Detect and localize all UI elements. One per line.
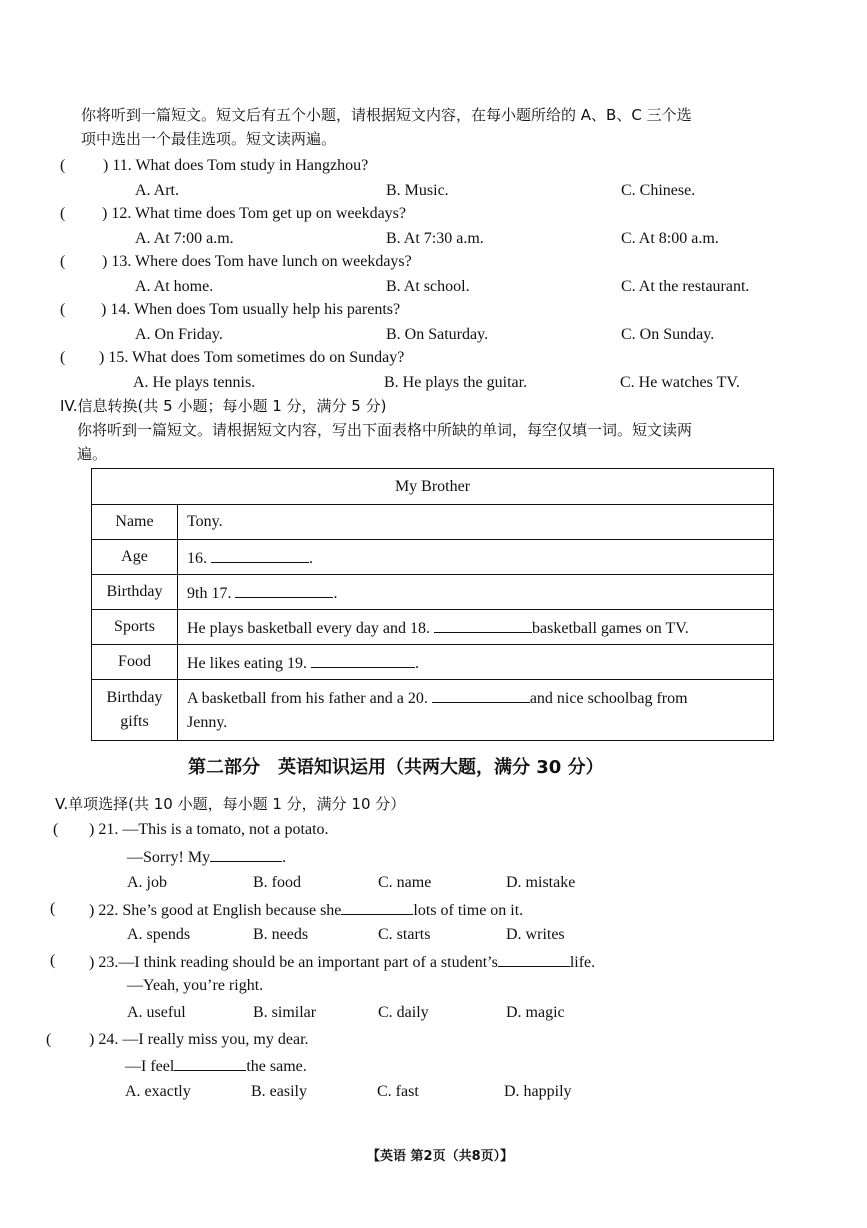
value-text: and nice schoolbag from (529, 689, 688, 707)
answer-paren: ( (46, 1031, 52, 1048)
q15-option-b: B. He plays the guitar. (384, 374, 528, 391)
question-text: ) 23.—I think reading should be an important part of a student’s (89, 954, 498, 971)
section4-instruction-line1: 你将听到一篇短文。请根据短文内容，写出下面表格中所缺的单词，每空仅填一词。短文读两 (77, 421, 693, 439)
label-line: gifts (120, 713, 149, 730)
q13-option-c: C. At the restaurant. (621, 278, 750, 295)
q22-option-c: C. starts (378, 926, 431, 943)
value-text: . (309, 550, 313, 567)
row-label-food: Food (92, 645, 178, 680)
q21-option-c: C. name (378, 874, 432, 891)
row-label-sports: Sports (92, 610, 178, 645)
table-row (92, 680, 774, 741)
question-11: ) 11. What does Tom study in Hangzhou? (103, 157, 369, 174)
answer-paren: ( (53, 821, 59, 838)
value-text: . (414, 655, 419, 672)
q11-option-c: C. Chinese. (621, 182, 696, 199)
q14-option-b: B. On Saturday. (386, 326, 489, 343)
q22-option-b: B. needs (253, 926, 309, 943)
reply-text: . (282, 849, 287, 866)
q24-option-a: A. exactly (125, 1083, 191, 1100)
blank-17[interactable] (235, 581, 333, 598)
value-text: A basketball from his father and a 20. (187, 689, 432, 707)
question-14: ) 14. When does Tom usually help his parents? (101, 301, 401, 318)
q12-option-a: A. At 7:00 a.m. (135, 230, 234, 247)
reply-text: the same. (246, 1058, 307, 1075)
question-21: ) 21. —This is a tomato, not a potato. (89, 821, 329, 838)
q13-option-b: B. At school. (386, 278, 470, 295)
answer-paren: ( (60, 205, 66, 222)
question-24-reply (125, 1054, 307, 1078)
q23-option-d: D. magic (506, 1004, 565, 1021)
blank-22[interactable] (341, 898, 413, 915)
question-text: lots of time on it. (413, 902, 524, 919)
blank-16[interactable] (211, 546, 309, 563)
blank-21[interactable] (210, 845, 282, 862)
blank-24[interactable] (174, 1054, 246, 1071)
q23-option-c: C. daily (378, 1004, 429, 1021)
value-text: He plays basketball every day and 18. (187, 620, 435, 637)
row-value-name (178, 505, 774, 540)
section4-instruction-line2: 遍。 (77, 445, 108, 463)
page-footer: 【英语 第2页（共8页）】 (367, 1149, 514, 1164)
q14-option-c: C. On Sunday. (621, 326, 715, 343)
question-text: life. (569, 954, 596, 971)
answer-paren: ( (60, 349, 66, 366)
q23-option-a: A. useful (127, 1004, 186, 1021)
q15-option-c: C. He watches TV. (620, 374, 740, 391)
section4-heading: IV.信息转换(共 5 小题；每小题 1 分，满分 5 分) (60, 397, 387, 415)
question-12: ) 12. What time does Tom get up on weekdays? (102, 205, 406, 222)
row-label-gifts (92, 680, 178, 741)
reply-text: —I feel (125, 1058, 175, 1075)
question-23-reply: —Yeah, you’re right. (127, 977, 264, 994)
value-text: 9th 17. (187, 585, 236, 602)
row-value-food (178, 645, 774, 680)
value-text: 16. (187, 550, 211, 567)
table-row (92, 540, 774, 575)
answer-paren: ( (60, 157, 66, 174)
question-24: ) 24. —I really miss you, my dear. (89, 1031, 309, 1048)
q12-option-b: B. At 7:30 a.m. (386, 230, 484, 247)
row-label-name: Name (92, 505, 178, 540)
q22-option-a: A. spends (127, 926, 191, 943)
q24-option-d: D. happily (504, 1083, 572, 1100)
question-21-reply (127, 845, 286, 869)
row-value-gifts (178, 680, 774, 741)
q21-option-d: D. mistake (506, 874, 576, 891)
question-23 (89, 950, 595, 974)
value-text: Tony. (187, 513, 223, 530)
info-table (91, 468, 774, 741)
question-13: ) 13. Where does Tom have lunch on weekdays? (102, 253, 412, 270)
q21-option-b: B. food (253, 874, 301, 891)
value-text: . (333, 585, 338, 602)
blank-18[interactable] (434, 616, 532, 633)
table-row (92, 645, 774, 680)
question-15: ) 15. What does Tom sometimes do on Sunday? (99, 349, 405, 366)
table-row (92, 610, 774, 645)
row-label-age: Age (92, 540, 178, 575)
q11-option-b: B. Music. (386, 182, 449, 199)
section5-heading: V.单项选择(共 10 小题，每小题 1 分，满分 10 分） (55, 795, 406, 813)
answer-paren: ( (50, 952, 56, 969)
row-value-sports (178, 610, 774, 645)
section3-instruction-line2: 项中选出一个最佳选项。短文读两遍。 (81, 130, 337, 148)
q22-option-d: D. writes (506, 926, 565, 943)
blank-20[interactable] (432, 686, 530, 703)
question-22 (89, 898, 523, 922)
q23-option-b: B. similar (253, 1004, 317, 1021)
q13-option-a: A. At home. (135, 278, 214, 295)
blank-19[interactable] (311, 651, 415, 668)
table-title: My Brother (92, 469, 774, 505)
answer-paren: ( (60, 253, 66, 270)
q24-option-b: B. easily (251, 1083, 307, 1100)
row-label-birthday: Birthday (92, 575, 178, 610)
q11-option-a: A. Art. (135, 182, 179, 199)
section3-instruction-line1: 你将听到一篇短文。短文后有五个小题，请根据短文内容，在每小题所给的 A、B、C 三个选 (81, 106, 692, 124)
q14-option-a: A. On Friday. (135, 326, 223, 343)
q15-option-a: A. He plays tennis. (133, 374, 256, 391)
q12-option-c: C. At 8:00 a.m. (621, 230, 719, 247)
answer-paren: ( (50, 900, 56, 917)
question-text: ) 22. She’s good at English because she (89, 902, 342, 919)
value-text: He likes eating 19. (187, 655, 311, 672)
row-value-age (178, 540, 774, 575)
part2-heading: 第二部分 英语知识运用（共两大题，满分 30 分） (188, 757, 604, 778)
label-line: Birthday (106, 689, 163, 706)
q24-option-c: C. fast (377, 1083, 419, 1100)
table-row (92, 575, 774, 610)
value-text: Jenny. (187, 713, 228, 731)
reply-text: —Sorry! My (127, 849, 211, 866)
answer-paren: ( (60, 301, 66, 318)
table-row (92, 505, 774, 540)
blank-23[interactable] (498, 950, 570, 967)
value-text: basketball games on TV. (532, 620, 689, 637)
row-value-birthday (178, 575, 774, 610)
q21-option-a: A. job (127, 874, 167, 891)
